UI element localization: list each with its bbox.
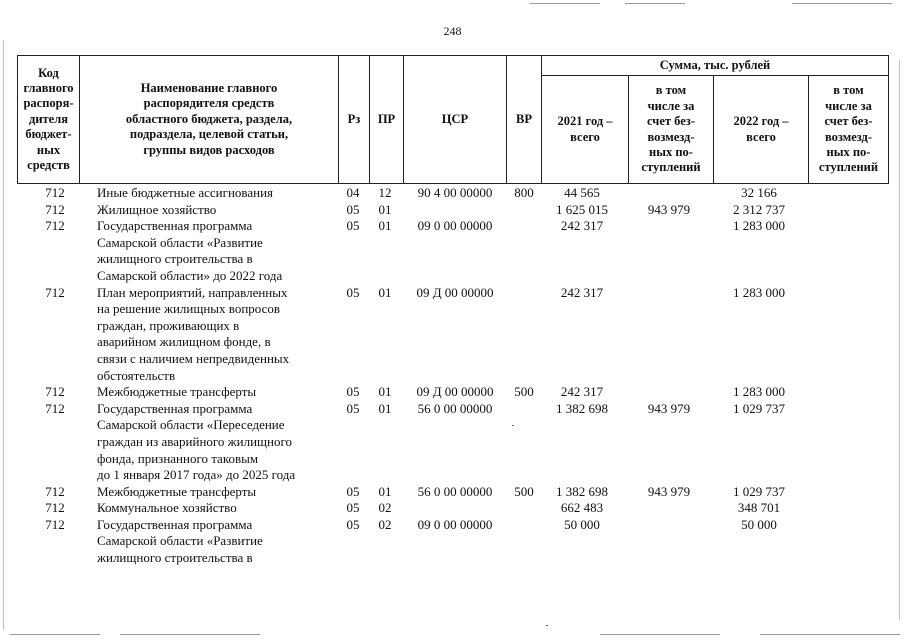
cell-vr: 500: [514, 384, 534, 400]
cell-2022-total: 32 166: [741, 185, 777, 200]
cell-pr: 12: [378, 185, 392, 200]
cell-csr: 56 0 00 00000: [417, 400, 493, 416]
header-sum: Сумма, тыс. рублей: [659, 57, 771, 72]
cell-code: 712: [45, 516, 65, 532]
header-2022-total: 2022 год – всего: [733, 114, 789, 144]
cell-pr: 01: [378, 284, 392, 300]
cell-2022-total: 50 000: [741, 516, 777, 532]
cell-name: План мероприятий, направленных на решение жилищных вопросов граждан, проживающих в аварийном жилищном фонде, в связи с наличием непредвиденных обстоятельств: [97, 284, 290, 383]
page-number: 248: [443, 24, 462, 38]
cell-rz: 05: [346, 500, 360, 516]
cell-2021-total: 1 382 698: [556, 483, 608, 499]
cell-name: Государственная программа Самарской области «Развитие жилищного строительства в: [97, 516, 263, 566]
cell-rz: 05: [346, 218, 360, 234]
cell-pr: 01: [378, 384, 392, 400]
cell-2022-total: 1 029 737: [733, 400, 785, 416]
cell-pr: 01: [378, 201, 392, 217]
cell-code: 712: [45, 284, 65, 300]
cell-csr: 09 0 00 00000: [417, 218, 493, 234]
table-header: [17, 55, 889, 184]
cell-2021-total: 242 317: [560, 384, 604, 400]
header-vr: ВР: [516, 111, 532, 126]
header-2022-free: в том числе за счет без- возмезд- ных по- ступлений: [818, 83, 879, 175]
cell-vr: 500: [514, 483, 534, 499]
cell-2021-total: 1 382 698: [556, 400, 608, 416]
cell-csr: 09 0 00 00000: [417, 516, 493, 532]
cell-2021-total: 242 317: [560, 284, 604, 300]
cell-2021-total: 44 565: [564, 185, 600, 200]
cell-2021-free: 943 979: [647, 400, 691, 416]
header-name: Наименование главного распорядителя средств областного бюджета, раздела, подраздела, целевой статьи, группы видов расходов: [125, 80, 293, 157]
cell-pr: 02: [378, 516, 392, 532]
scan-line-bottom-3: [600, 634, 720, 635]
header-pr: ПР: [377, 111, 396, 126]
table-row: [0, 218, 905, 284]
cell-rz: 05: [346, 483, 360, 499]
cell-2021-total: 662 483: [560, 500, 604, 516]
cell-name: Иные бюджетные ассигнования: [97, 185, 274, 200]
scan-line-top-2: [625, 3, 685, 4]
cell-code: 712: [45, 500, 65, 516]
cell-name: Государственная программа Самарской области «Развитие жилищного строительства в Самарской области» до 2022 года: [97, 218, 283, 283]
cell-name: Государственная программа Самарской области «Переседение граждан из аварийного жилищного фонда, признанного таковым до 1 января 2017 года» до 2025 года: [97, 400, 296, 483]
cell-pr: 02: [378, 500, 392, 516]
cell-2021-total: 1 625 015: [556, 201, 608, 217]
cell-2021-free: 943 979: [647, 483, 691, 499]
scan-speck: [546, 625, 548, 626]
cell-2021-free: 943 979: [647, 201, 691, 217]
cell-name: Межбюджетные трансферты: [97, 483, 257, 499]
cell-2022-total: 1 283 000: [733, 218, 785, 234]
header-code: Код главного распоря- дителя бюджет- ных средств: [23, 65, 74, 173]
cell-2022-total: 1 029 737: [733, 483, 785, 499]
table-row: [0, 285, 905, 385]
cell-pr: 01: [378, 483, 392, 499]
cell-pr: 01: [378, 400, 392, 416]
cell-code: 712: [45, 400, 65, 416]
cell-vr: 800: [514, 185, 534, 200]
cell-csr: 09 Д 00 00000: [416, 284, 494, 300]
cell-rz: 05: [346, 516, 360, 532]
header-rz: Рз: [347, 111, 361, 126]
cell-code: 712: [45, 185, 65, 200]
scan-line-top-3: [792, 3, 892, 4]
table-row: [0, 517, 905, 567]
cell-2022-total: 348 701: [737, 500, 781, 516]
header-csr: ЦСР: [441, 111, 469, 126]
table-row: [0, 185, 905, 202]
cell-rz: 05: [346, 284, 360, 300]
header-2021-free: в том числе за счет без- возмезд- ных по- ступлений: [641, 83, 701, 175]
scan-line-bottom-4: [760, 634, 900, 635]
cell-2022-total: 2 312 737: [733, 201, 785, 217]
cell-code: 712: [45, 201, 65, 217]
cell-rz: 05: [346, 201, 360, 217]
cell-rz: 04: [346, 185, 360, 200]
cell-name: Межбюджетные трансферты: [97, 384, 257, 400]
cell-code: 712: [45, 218, 65, 234]
table-row: [0, 384, 905, 401]
header-2021-total: 2021 год – всего: [557, 114, 613, 144]
scan-line-bottom-2: [120, 634, 260, 635]
cell-pr: 01: [378, 218, 392, 234]
scan-line-bottom-1: [10, 634, 100, 635]
table-row: [0, 500, 905, 517]
table-row: [0, 484, 905, 501]
cell-2021-total: 50 000: [564, 516, 600, 532]
cell-2021-total: 242 317: [560, 218, 604, 234]
cell-code: 712: [45, 384, 65, 400]
cell-2022-total: 1 283 000: [733, 284, 785, 300]
table-row: [0, 202, 905, 219]
cell-2022-total: 1 283 000: [733, 384, 785, 400]
cell-rz: 05: [346, 384, 360, 400]
cell-csr: 56 0 00 00000: [417, 483, 493, 499]
cell-code: 712: [45, 483, 65, 499]
scan-line-top-1: [530, 3, 600, 4]
cell-csr: 09 Д 00 00000: [416, 384, 494, 400]
table-row: [0, 401, 905, 484]
cell-name: Жилищное хозяйство: [97, 201, 217, 217]
table-body: [0, 185, 905, 567]
cell-csr: 90 4 00 00000: [417, 185, 493, 200]
cell-name: Коммунальное хозяйство: [97, 500, 237, 516]
cell-rz: 05: [346, 400, 360, 416]
